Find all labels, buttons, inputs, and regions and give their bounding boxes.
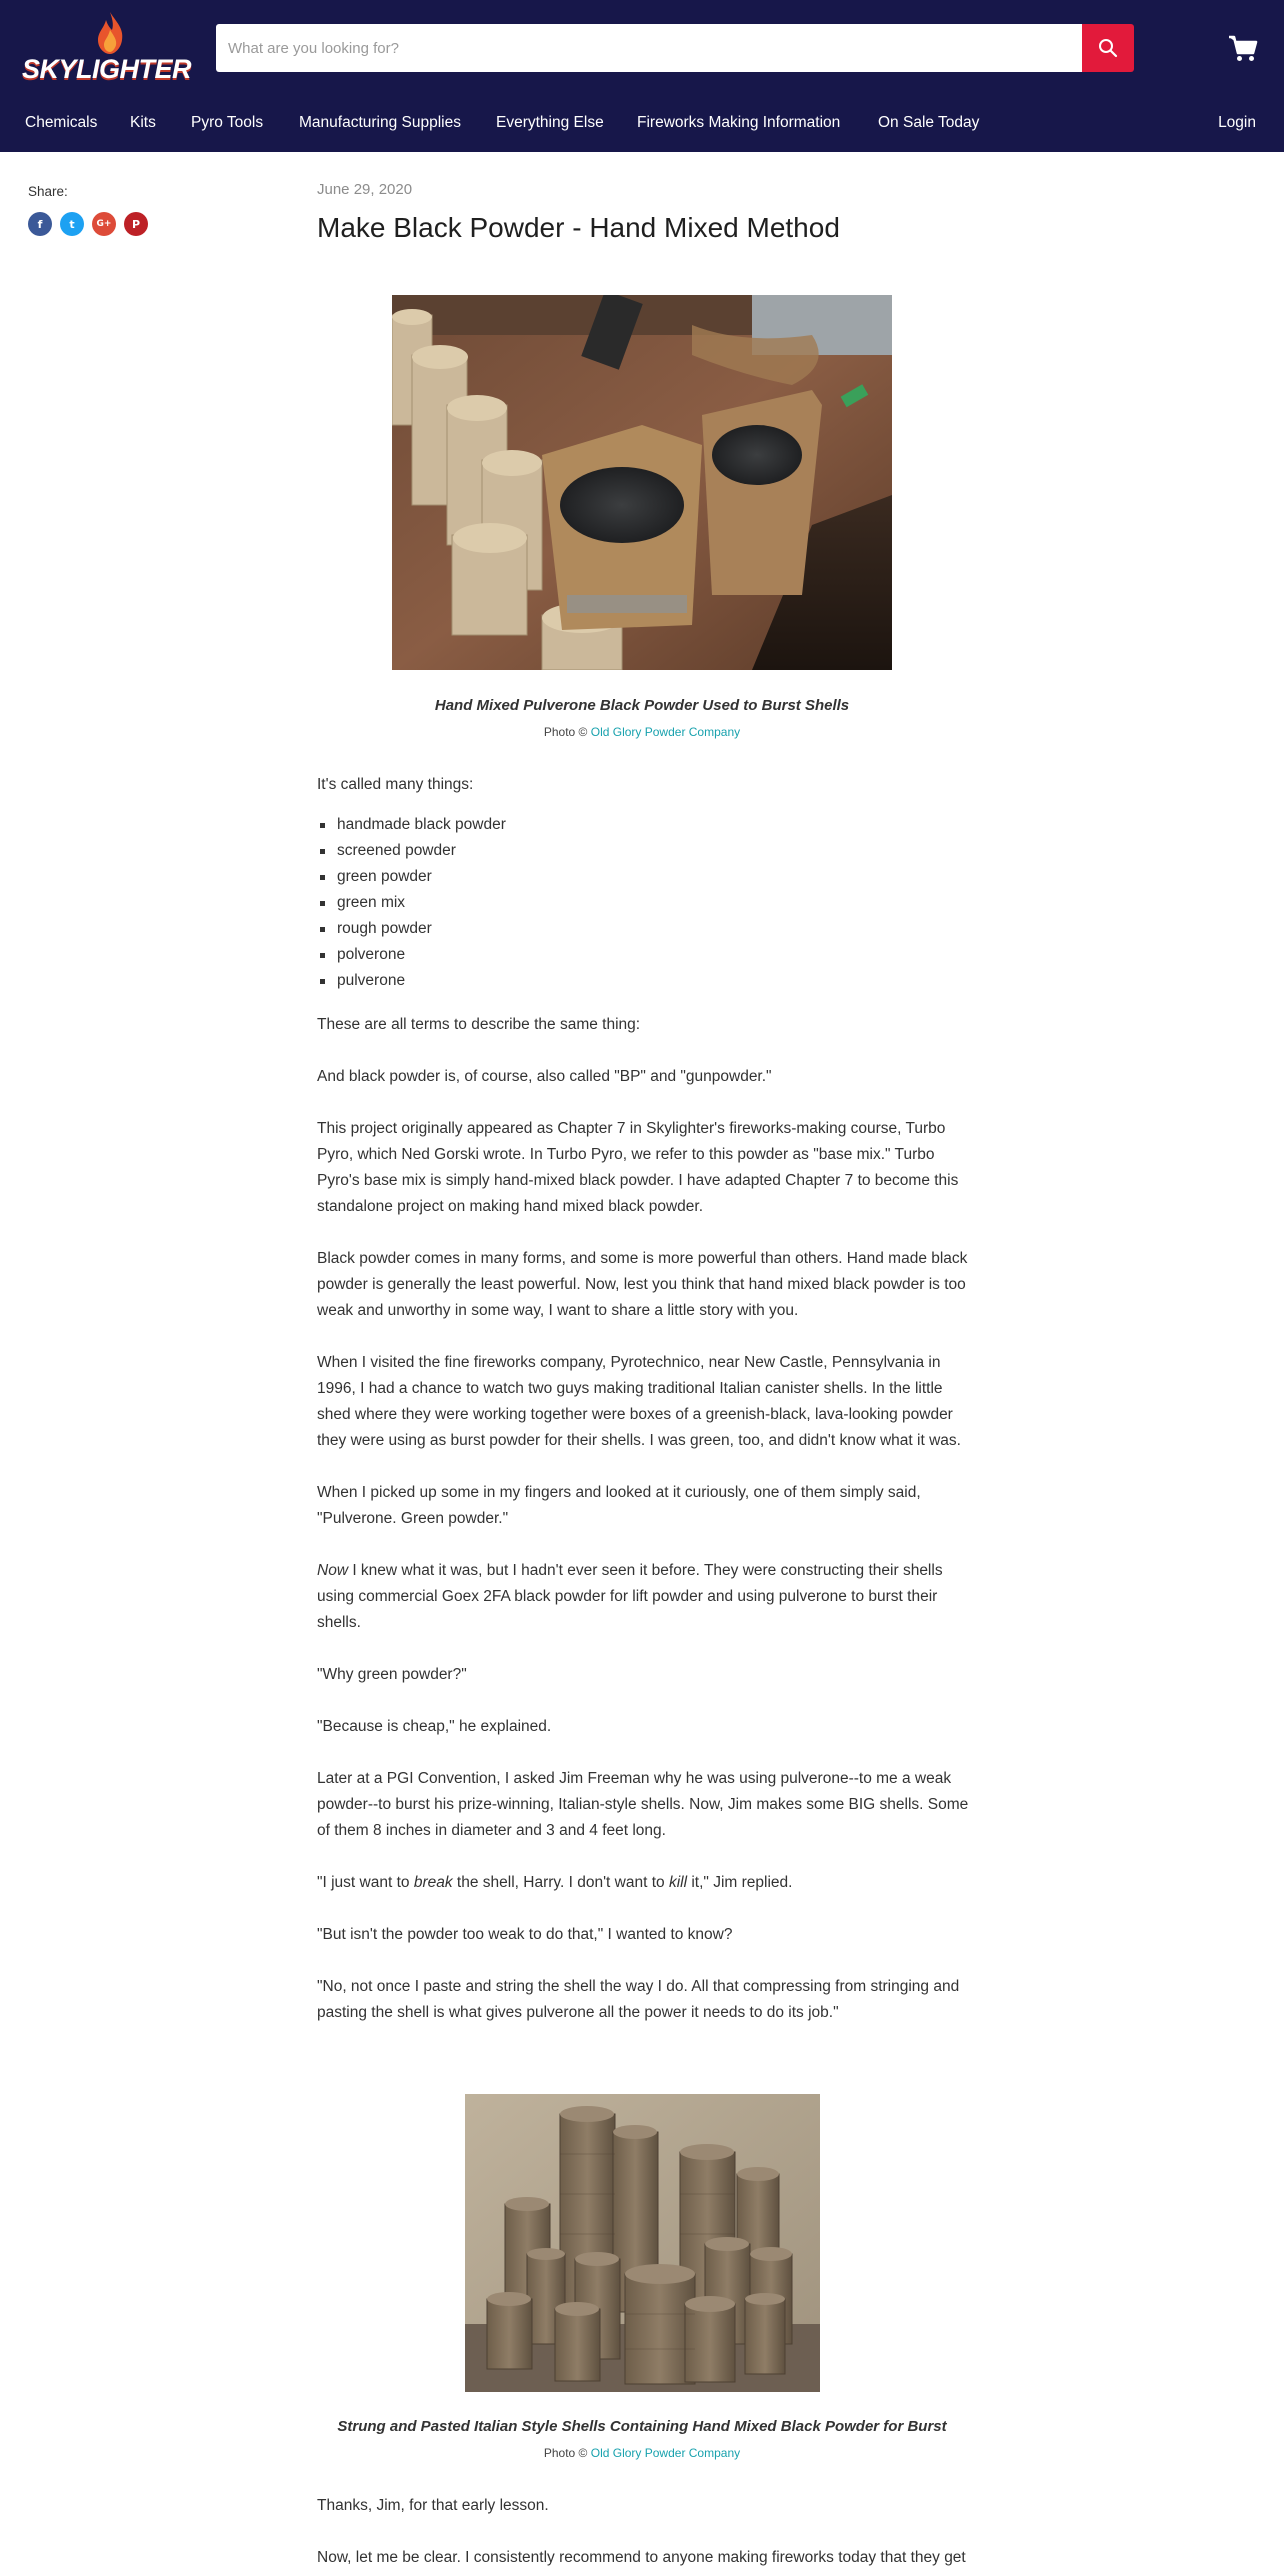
nav-on-sale-today[interactable]: On Sale Today [878, 114, 980, 131]
figure1-credit [317, 725, 967, 739]
paragraph: Thanks, Jim, for that early lesson. [317, 2497, 549, 2514]
nav-chemicals[interactable]: Chemicals [25, 114, 98, 131]
figure1-credit-prefix: Photo © [543, 725, 591, 739]
paragraph: This project originally appeared as Chapter 7 in Skylighter's fireworks-making course, Turbo Pyro, which Ned Gorski wrote. In Turbo Pyro, we refer to this powder as "base mix." Turbo Pyro's base mix is simply hand-mixed black powder. I have adapted Chapter 7 to become this standalone project on making hand mixed black powder. [317, 1120, 959, 1215]
figure2-credit-prefix: Photo © [543, 2446, 591, 2460]
intro-paragraph: It's called many things: [317, 776, 474, 793]
figure2-credit [317, 2446, 967, 2460]
nav-fireworks-making-information[interactable]: Fireworks Making Information [637, 114, 841, 131]
paragraph-text: it," Jim replied. [687, 1874, 793, 1891]
share-buttons [28, 212, 148, 236]
nav-kits[interactable]: Kits [130, 114, 156, 131]
article-title: Make Black Powder - Hand Mixed Method [317, 212, 840, 243]
paragraph-text: the shell, Harry. I don't want to [452, 1874, 669, 1891]
powder-names-list [317, 812, 957, 994]
search-bar [216, 24, 1134, 72]
article-header [317, 180, 969, 246]
paragraph: When I visited the fine fireworks company, Pyrotechnico, near New Castle, Pennsylvania in 1996, I had a chance to watch two guys making traditional Italian canister shells. In the little shed where they were working together were boxes of a greenish-black, lava-looking powder they were using as burst powder for their shells. I was green, too, and didn't know what it was. [317, 1354, 961, 1449]
emphasis: Now [317, 1562, 349, 1579]
article-date: June 29, 2020 [317, 181, 413, 198]
site-logo[interactable] [22, 12, 192, 86]
list-item: screened powder [317, 838, 957, 864]
figure2-caption: Strung and Pasted Italian Style Shells Containing Hand Mixed Black Powder for Burst [337, 2418, 947, 2435]
paragraph-text: "I just want to [317, 1874, 414, 1891]
list-item: green powder [317, 864, 957, 890]
nav-manufacturing-supplies[interactable]: Manufacturing Supplies [299, 114, 461, 131]
italian-shells-photo [465, 2094, 820, 2392]
list-item: green mix [317, 890, 957, 916]
paragraph: Later at a PGI Convention, I asked Jim Freeman why he was using pulverone--to me a weak powder--to burst his prize-winning, Italian-style shells. Now, Jim makes some BIG shells. Some of them 8 inches in diameter and 3 and 4 feet long. [317, 1770, 969, 1839]
black-powder-photo [392, 295, 892, 670]
paragraph: "Because is cheap," he explained. [317, 1718, 552, 1735]
nav-pyro-tools[interactable]: Pyro Tools [191, 114, 264, 131]
emphasis: kill [668, 1874, 688, 1891]
paragraph: Black powder comes in many forms, and some is more powerful than others. Hand made black powder is generally the least powerful. Now, lest you think that hand mixed black powder is too weak and unworthy in some way, I want to share a little story with you. [317, 1250, 968, 1319]
logo-text: SKYLIGHTER [22, 54, 192, 84]
pinterest-icon[interactable]: P [124, 212, 148, 236]
twitter-icon[interactable]: t [60, 212, 84, 236]
paragraph: Now, let me be clear. I consistently recommend to anyone making fireworks today that they get [317, 2549, 966, 2566]
nav-everything-else[interactable]: Everything Else [496, 114, 604, 131]
figure2-credit-link[interactable]: Old Glory Powder Company [590, 2446, 741, 2460]
flame-icon [90, 12, 130, 58]
figure1-credit-link[interactable]: Old Glory Powder Company [590, 725, 741, 739]
paragraph-text: I knew what it was, but I hadn't ever seen it before. They were constructing their shells using commercial Goex 2FA black powder for lift powder and using pulverone to burst their shells. [317, 1562, 943, 1631]
search-input[interactable] [216, 24, 1082, 72]
site-header [0, 0, 1284, 152]
paragraph [317, 1558, 977, 1636]
login-link[interactable]: Login [1218, 114, 1256, 131]
paragraph: "Why green powder?" [317, 1666, 467, 1683]
paragraph: "But isn't the powder too weak to do that," I wanted to know? [317, 1926, 733, 1943]
list-item: pulverone [317, 968, 957, 994]
paragraph: And black powder is, of course, also called "BP" and "gunpowder." [317, 1068, 772, 1085]
search-icon [1098, 38, 1118, 58]
list-item: rough powder [317, 916, 957, 942]
main-nav [0, 104, 1284, 144]
emphasis: break [413, 1874, 453, 1891]
share-label: Share: [28, 184, 68, 199]
paragraph [317, 1870, 977, 1896]
paragraph: When I picked up some in my fingers and looked at it curiously, one of them simply said, "Pulverone. Green powder." [317, 1484, 921, 1527]
figure1-caption: Hand Mixed Pulverone Black Powder Used to Burst Shells [434, 697, 850, 714]
paragraph: These are all terms to describe the same thing: [317, 1016, 641, 1033]
paragraph: "No, not once I paste and string the shell the way I do. All that compressing from stringing and pasting the shell is what gives pulverone all the power it needs to do its job." [317, 1978, 960, 2021]
list-item: polverone [317, 942, 957, 968]
list-item: handmade black powder [317, 812, 957, 838]
search-button[interactable] [1082, 24, 1134, 72]
cart-icon[interactable] [1228, 34, 1258, 62]
facebook-icon[interactable]: f [28, 212, 52, 236]
google-plus-icon[interactable]: G+ [92, 212, 116, 236]
